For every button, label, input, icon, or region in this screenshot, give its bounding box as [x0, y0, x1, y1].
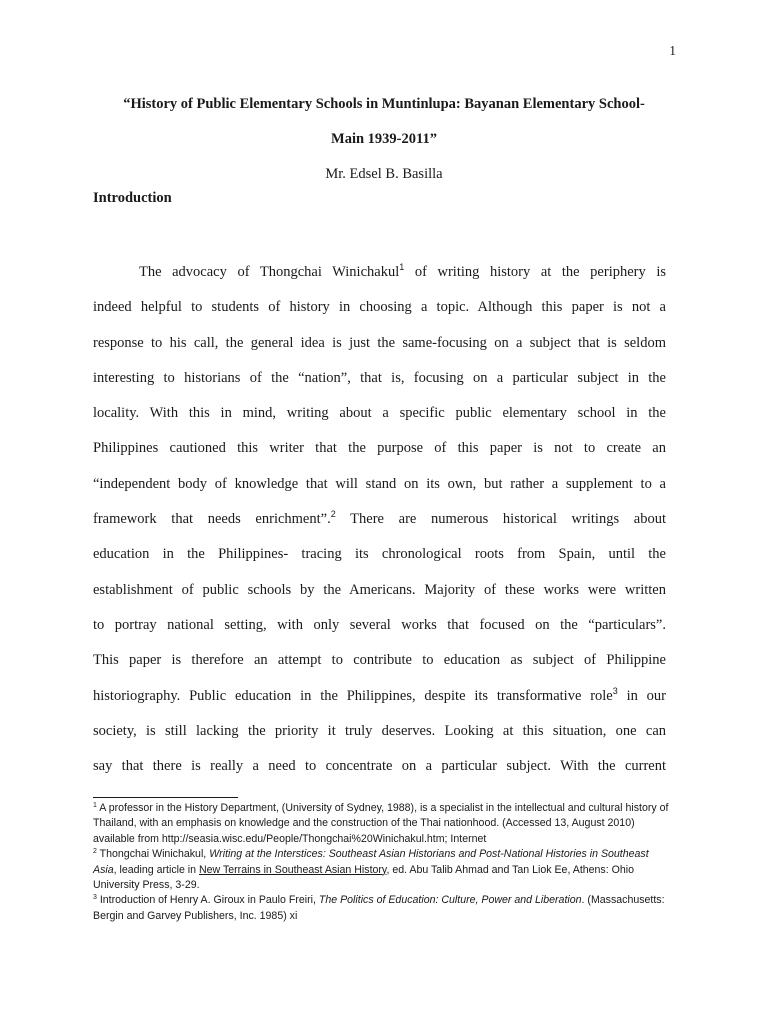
paper-title-line-1: “History of Public Elementary Schools in Muntinlupa: Bayanan Elementary School- [123, 96, 645, 112]
body-line-text: historiography. Public education in the Philippines, despite its transformative role [93, 687, 613, 704]
body-paragraph [93, 255, 666, 784]
body-line [93, 290, 666, 325]
title-block [0, 87, 768, 192]
footnote-1-text: A professor in the History Department, (University of Sydney, 1988), is a specialist in the intellectual and cultural history of Thailand, with an emphasis on knowledge and the construction of the Thai nationhood. (Accessed 13, August 2010) available from http://seasia.wisc.edu/People/Thongchai%20Winichakul.htm; Internet [93, 802, 669, 845]
footnote-2 [93, 847, 673, 893]
body-line [93, 573, 666, 608]
body-line [93, 431, 666, 466]
body-line [93, 467, 666, 502]
body-line-text: say that there is really a need to concentrate on a particular subject. With the current [93, 758, 666, 775]
body-line-text: framework that needs enrichment”. [93, 511, 331, 528]
paper-title-line-2: Main 1939-2011” [331, 131, 437, 147]
body-line-text-after: of writing history at the periphery is [404, 264, 666, 280]
footnote-3-marker: 3 [93, 894, 97, 902]
footnote-3-pre: Introduction of Henry A. Giroux in Paulo Freiri, [96, 894, 319, 907]
body-line-text: indeed helpful to students of history in choosing a topic. Although this paper is not a [93, 299, 666, 316]
body-line [93, 679, 666, 714]
body-line-text: The advocacy of Thongchai Winichakul [139, 264, 400, 280]
footnote-1 [93, 801, 673, 847]
body-line-text: response to his call, the general idea is just the same-focusing on a subject that is seldom [93, 334, 666, 351]
body-line-text: interesting to historians of the “nation”, that is, focusing on a particular subject in the [93, 369, 666, 386]
body-line-text: Philippines cautioned this writer that the purpose of this paper is not to create an [93, 440, 666, 457]
body-line-text: to portray national setting, with only several works that focused on the “particulars”. [93, 616, 666, 633]
body-line [93, 643, 666, 678]
footnotes [93, 801, 673, 924]
footnote-3-post: . (Massachusetts: Bergin and Garvey Publishers, Inc. 1985) xi [93, 894, 665, 922]
body-line-text: education in the Philippines- tracing its chronological roots from Spain, until the [93, 546, 666, 563]
body-line [93, 255, 666, 290]
body-line-text: locality. With this in mind, writing about a specific public elementary school in the [93, 405, 666, 422]
footnote-3-book-title: The Politics of Education: Culture, Power and Liberation [318, 894, 582, 907]
body-line [93, 714, 666, 749]
body-line-text: “independent body of knowledge that will stand on its own, but rather a supplement to a [93, 475, 666, 492]
author-name: Mr. Edsel B. Basilla [325, 166, 443, 182]
footnote-2-post: , ed. Abu Talib Ahmad and Tan Liok Ee, Athens: Ohio University Press, 3-29. [93, 863, 634, 892]
body-line-text: establishment of public schools by the Americans. Majority of these works were written [93, 581, 666, 598]
footnote-divider [93, 797, 238, 798]
footnote-2-marker: 2 [93, 848, 97, 856]
footnote-2-mid: , leading article in [113, 863, 199, 876]
footnote-2-pre: Thongchai Winichakul, [96, 848, 210, 861]
footnote-reference: 2 [330, 509, 336, 520]
section-heading: Introduction [93, 190, 172, 206]
body-line [93, 537, 666, 572]
body-line-text: This paper is therefore an attempt to contribute to education as subject of Philippine [93, 652, 666, 669]
body-line-text-after: in our [617, 687, 667, 704]
page-number: 1 [669, 43, 676, 58]
body-line [93, 749, 666, 784]
footnote-2-book-title: New Terrains in Southeast Asian History [199, 863, 387, 876]
body-line [93, 502, 666, 537]
footnote-3 [93, 893, 673, 924]
body-line [93, 608, 666, 643]
footnote-reference: 3 [612, 685, 618, 696]
body-line-text-after: There are numerous historical writings about [335, 511, 666, 528]
footnote-1-marker: 1 [93, 802, 97, 809]
footnote-reference: 1 [399, 262, 405, 272]
body-line [93, 361, 666, 396]
body-line [93, 396, 666, 431]
body-line [93, 326, 666, 361]
footnote-2-article-title: Writing at the Interstices: Southeast Asian Historians and Post-National Histories in Southeast Asia [93, 848, 649, 876]
body-line-text: society, is still lacking the priority it truly deserves. Looking at this situation, one can [93, 722, 666, 739]
